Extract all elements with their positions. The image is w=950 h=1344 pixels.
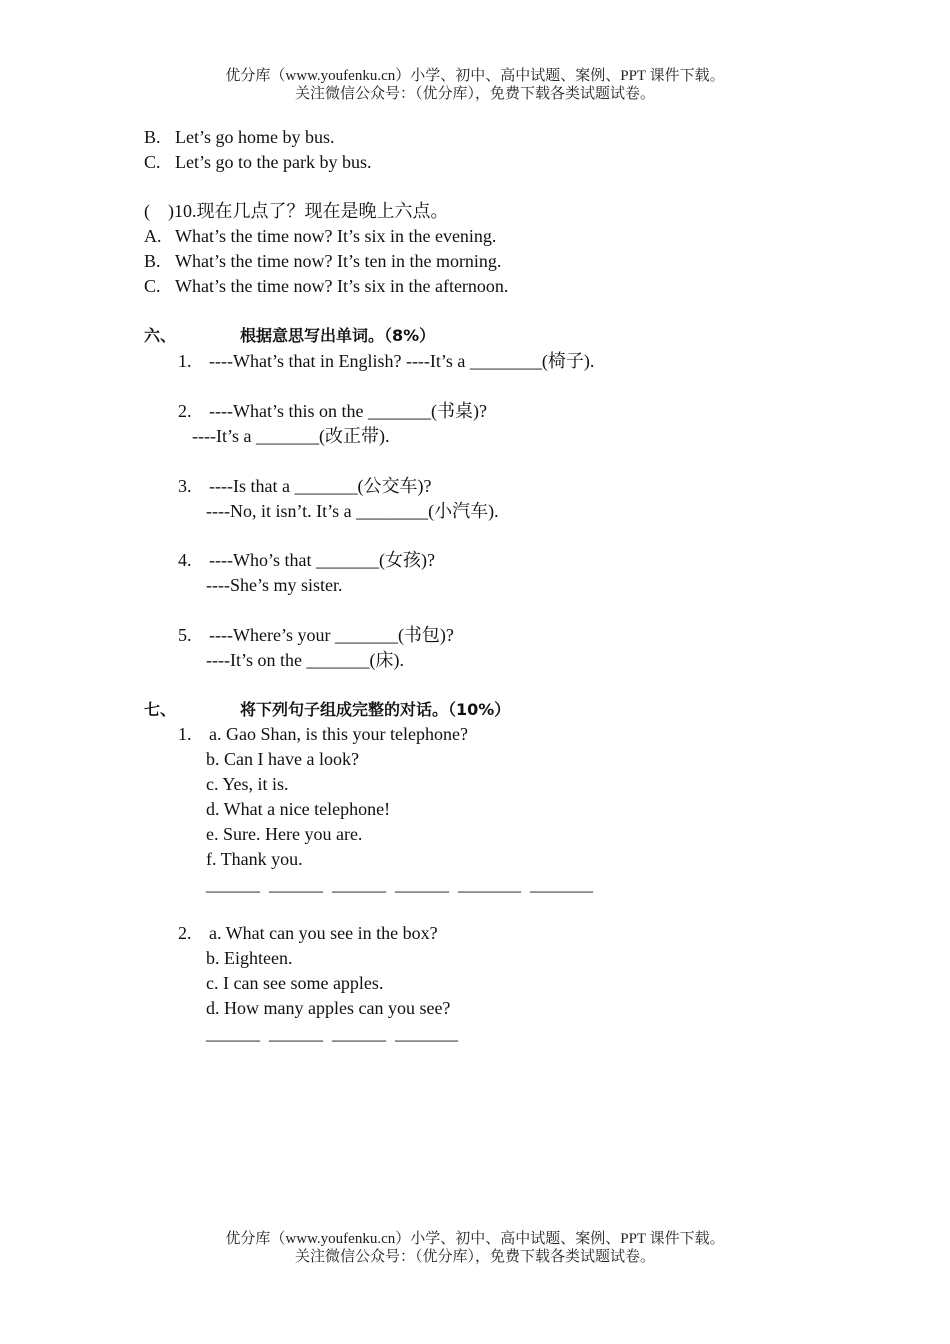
s7-dialog-1-line-c: c. Yes, it is. xyxy=(206,774,289,794)
q9-option-c: C. Let’s go to the park by bus. xyxy=(144,152,372,172)
header-line-1: 优分库（www.youfenku.cn）小学、初中、高中试题、案例、PPT 课件下载。 xyxy=(225,68,725,84)
page-footer xyxy=(0,1230,950,1266)
s7-dialog-2-line-a: 2. a. What can you see in the box? xyxy=(178,923,438,943)
s7-dialog-1-line-d: d. What a nice telephone! xyxy=(206,799,391,819)
s6-item-2-answer: ----It’s a _______(改正带). xyxy=(192,426,390,446)
q10-option-c: C. What’s the time now? It’s six in the afternoon. xyxy=(144,276,509,296)
s6-item-5: 5. ----Where’s your _______(书包)? xyxy=(178,625,454,645)
s7-dialog-1-line-b: b. Can I have a look? xyxy=(206,749,359,769)
q10-option-a: A. What’s the time now? It’s six in the evening. xyxy=(144,226,497,246)
header-line-2: 关注微信公众号：（优分库），免费下载各类试题试卷。 xyxy=(294,86,655,102)
s6-item-3-answer: ----No, it isn’t. It’s a ________(小汽车). xyxy=(206,501,499,521)
s6-item-3: 3. ----Is that a _______(公交车)? xyxy=(178,476,432,496)
s7-dialog-2-answer-blanks: ______ ______ ______ _______ xyxy=(206,1023,458,1043)
s7-dialog-1-line-f: f. Thank you. xyxy=(206,849,303,869)
s6-item-4-answer: ----She’s my sister. xyxy=(206,575,343,595)
q9-option-b: B. Let’s go home by bus. xyxy=(144,127,335,147)
page-header xyxy=(0,67,950,103)
s6-item-2: 2. ----What’s this on the _______(书桌)? xyxy=(178,401,487,421)
s6-item-1: 1. ----What’s that in English? ----It’s a ________(椅子). xyxy=(178,351,595,371)
s7-dialog-2-line-d: d. How many apples can you see? xyxy=(206,998,451,1018)
s7-dialog-1-line-e: e. Sure. Here you are. xyxy=(206,824,363,844)
s7-dialog-1-line-a: 1. a. Gao Shan, is this your telephone? xyxy=(178,724,468,744)
footer-line-1: 优分库（www.youfenku.cn）小学、初中、高中试题、案例、PPT 课件下载。 xyxy=(225,1231,725,1247)
q10-stem: ( )10.现在几点了？现在是晚上六点。 xyxy=(144,201,449,221)
section-7-heading: 七、 将下列句子组成完整的对话。（10%） xyxy=(144,700,511,719)
section-6-heading: 六、 根据意思写出单词。（8%） xyxy=(144,326,436,345)
q10-option-b: B. What’s the time now? It’s ten in the morning. xyxy=(144,251,502,271)
s7-dialog-1-answer-blanks: ______ ______ ______ ______ _______ _______ xyxy=(206,874,593,894)
s7-dialog-2-line-b: b. Eighteen. xyxy=(206,948,293,968)
s7-dialog-2-line-c: c. I can see some apples. xyxy=(206,973,384,993)
footer-line-2: 关注微信公众号：（优分库），免费下载各类试题试卷。 xyxy=(294,1249,655,1265)
s6-item-5-answer: ----It’s on the _______(床). xyxy=(206,650,404,670)
s6-item-4: 4. ----Who’s that _______(女孩)? xyxy=(178,550,435,570)
